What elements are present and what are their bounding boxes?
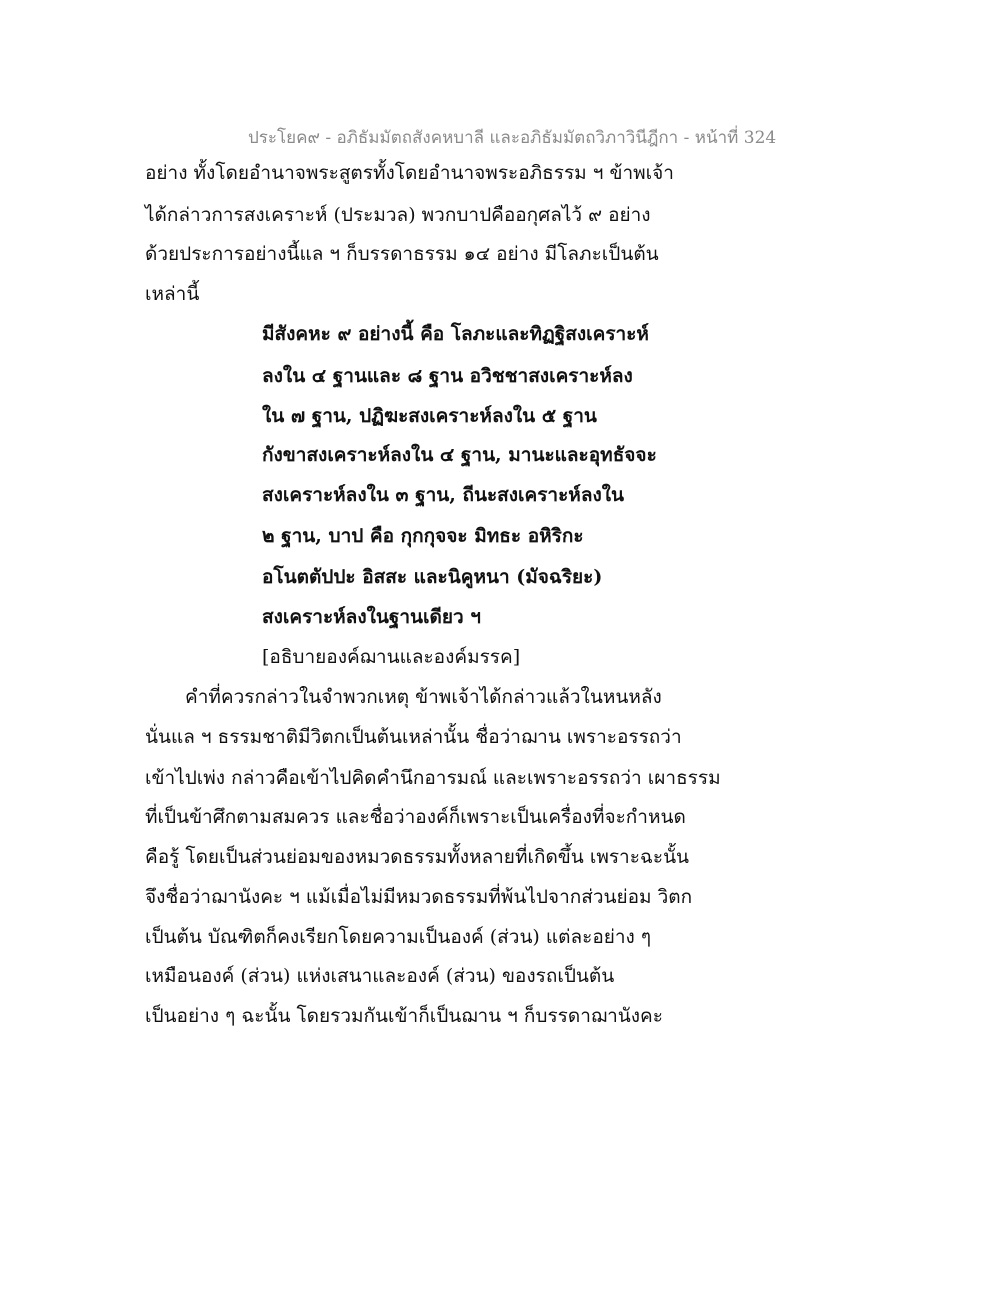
section-subheading: [อธิบายองค์ฌานและองค์มรรค]: [262, 646, 521, 668]
verse-line-5: สงเคราะห์ลงใน ๓ ฐาน, ถีนะสงเคราะห์ลงใน: [262, 484, 625, 506]
paragraph-line-5: คือรู้ โดยเป็นส่วนย่อมของหมวดธรรมทั้งหลายที่เกิดขึ้น เพราะฉะนั้น: [145, 846, 690, 868]
paragraph-line-3: เข้าไปเพ่ง กล่าวคือเข้าไปคิดคำนึกอารมณ์ และเพราะอรรถว่า เผาธรรม: [145, 767, 721, 789]
verse-line-1: มีสังคหะ ๙ อย่างนี้ คือ โลภะและทิฏฐิสงเคราะห์: [262, 323, 649, 345]
verse-line-2: ลงใน ๔ ฐานและ ๘ ฐาน อวิชชาสงเคราะห์ลง: [262, 365, 633, 387]
opening-line-2: ได้กล่าวการสงเคราะห์ (ประมวล) พวกบาปคืออกุศลไว้ ๙ อย่าง: [145, 204, 651, 226]
verse-line-7: อโนตตัปปะ อิสสะ และนิคูหนา (มัจฉริยะ): [262, 566, 603, 588]
verse-line-4: กังขาสงเคราะห์ลงใน ๔ ฐาน, มานะและอุทธัจจะ: [262, 444, 657, 466]
paragraph-line-8: เหมือนองค์ (ส่วน) แห่งเสนาและองค์ (ส่วน) ของรถเป็นต้น: [145, 965, 615, 987]
paragraph-line-9: เป็นอย่าง ๆ ฉะนั้น โดยรวมกันเข้าก็เป็นฌาน ฯ ก็บรรดาฌานังคะ: [145, 1005, 663, 1027]
paragraph-line-7: เป็นต้น บัณฑิตก็คงเรียกโดยความเป็นองค์ (ส่วน) แต่ละอย่าง ๆ: [145, 926, 652, 948]
paragraph-line-1: คำที่ควรกล่าวในจำพวกเหตุ ข้าพเจ้าได้กล่าวแล้วในหนหลัง: [185, 686, 662, 708]
opening-line-4: เหล่านี้: [145, 283, 200, 305]
paragraph-line-2: นั่นแล ฯ ธรรมชาติมีวิตกเป็นต้นเหล่านั้น ชื่อว่าฌาน เพราะอรรถว่า: [145, 726, 682, 748]
opening-line-1: อย่าง ทั้งโดยอำนาจพระสูตรทั้งโดยอำนาจพระอภิธรรม ฯ ข้าพเจ้า: [145, 162, 674, 184]
verse-line-8: สงเคราะห์ลงในฐานเดียว ฯ: [262, 606, 481, 628]
running-header: ประโยค๙ - อภิธัมมัตถสังคหบาลี และอภิธัมมัตถวิภาวินีฎีกา - หน้าที่ 324: [248, 128, 777, 148]
verse-line-6: ๒ ฐาน, บาป คือ กุกกุจจะ มิทธะ อหิริกะ: [262, 525, 584, 547]
paragraph-line-4: ที่เป็นข้าศึกตามสมควร และชื่อว่าองค์ก็เพราะเป็นเครื่องที่จะกำหนด: [145, 806, 686, 828]
verse-line-3: ใน ๗ ฐาน, ปฏิฆะสงเคราะห์ลงใน ๕ ฐาน: [262, 405, 597, 427]
opening-line-3: ด้วยประการอย่างนี้แล ฯ ก็บรรดาธรรม ๑๔ อย่าง มีโลภะเป็นต้น: [145, 243, 659, 265]
paragraph-line-6: จึงชื่อว่าฌานังคะ ฯ แม้เมื่อไม่มีหมวดธรรมที่พ้นไปจากส่วนย่อม วิตก: [145, 886, 693, 908]
